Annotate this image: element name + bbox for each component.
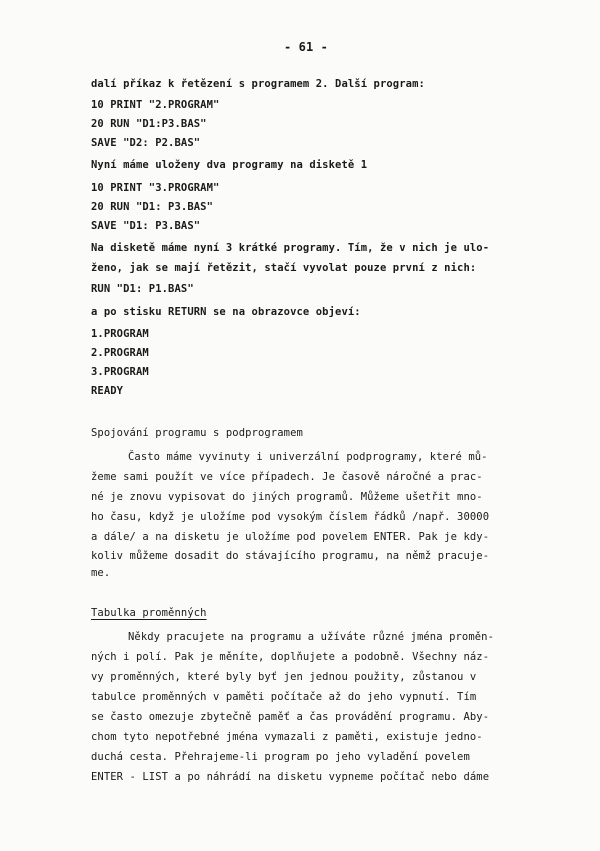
code-line: RUN "D1: P1.BAS" bbox=[91, 283, 194, 295]
text-line: chom tyto nepotřebné jména vymazali z paměti, existuje jedno- bbox=[91, 731, 483, 743]
text-line: Na disketě máme nyní 3 krátké programy. Tím, že v nich je ulo- bbox=[91, 242, 490, 254]
text-line: ho času, když je uložíme pod vysokým číslem řádků /např. 30000 bbox=[91, 511, 490, 523]
text-line: a po stisku RETURN se na obrazovce objeví: bbox=[91, 306, 361, 318]
section-heading: Tabulka proměnných bbox=[91, 607, 207, 619]
text-line: ENTER - LIST a po náhrádí na disketu vypneme počítač nebo dáme bbox=[91, 771, 490, 783]
output-line: READY bbox=[91, 385, 124, 397]
code-line: SAVE "D2: P2.BAS" bbox=[91, 137, 201, 149]
code-line: 20 RUN "D1: P3.BAS" bbox=[91, 201, 214, 213]
section-heading: Spojování programu s podprogramem bbox=[91, 427, 303, 439]
text-line: Někdy pracujete na programu a užíváte různé jména proměn- bbox=[128, 631, 495, 643]
text-line: ženo, jak se mají řetězit, stačí vyvolat pouze první z nich: bbox=[91, 262, 477, 274]
output-line: 1.PROGRAM bbox=[91, 328, 149, 340]
page-number: - 61 - bbox=[284, 40, 328, 54]
text-line: Nyní máme uloženy dva programy na disketě 1 bbox=[91, 159, 368, 171]
text-line: duchá cesta. Přehrajeme-li program po jeho vyladění povelem bbox=[91, 751, 470, 763]
text-line: Často máme vyvinuty i univerzální podprogramy, které mů- bbox=[128, 451, 488, 463]
text-line: vy proměnných, které byly byť jen jednou použity, zůstanou v bbox=[91, 671, 477, 683]
text-line: se často omezuje zbytečně paměť a čas provádění programu. Aby- bbox=[91, 711, 490, 723]
code-line: 20 RUN "D1:P3.BAS" bbox=[91, 118, 207, 130]
output-line: 2.PROGRAM bbox=[91, 347, 149, 359]
text-line: a dále/ a na disketu je uložíme pod povelem ENTER. Pak je kdy- bbox=[91, 531, 490, 543]
code-line: SAVE "D1: P3.BAS" bbox=[91, 220, 201, 232]
code-line: 10 PRINT "2.PROGRAM" bbox=[91, 99, 220, 111]
text-line: tabulce proměnných v paměti počítače až do jeho vypnutí. Tím bbox=[91, 691, 477, 703]
output-line: 3.PROGRAM bbox=[91, 366, 149, 378]
text-line: žeme sami použít ve více případech. Je časově náročné a prac- bbox=[91, 471, 483, 483]
text-line: dalí příkaz k řetězení s programem 2. Další program: bbox=[91, 78, 425, 90]
code-line: 10 PRINT "3.PROGRAM" bbox=[91, 182, 220, 194]
text-line: ných i polí. Pak je měníte, doplňujete a podobně. Všechny náz- bbox=[91, 651, 490, 663]
text-line: me. bbox=[91, 567, 111, 579]
text-line: koliv můžeme dosadit do stávajícího programu, na němž pracuje- bbox=[91, 550, 490, 562]
text-line: né je znovu vypisovat do jiných programů. Můžeme ušetřit mno- bbox=[91, 491, 483, 503]
